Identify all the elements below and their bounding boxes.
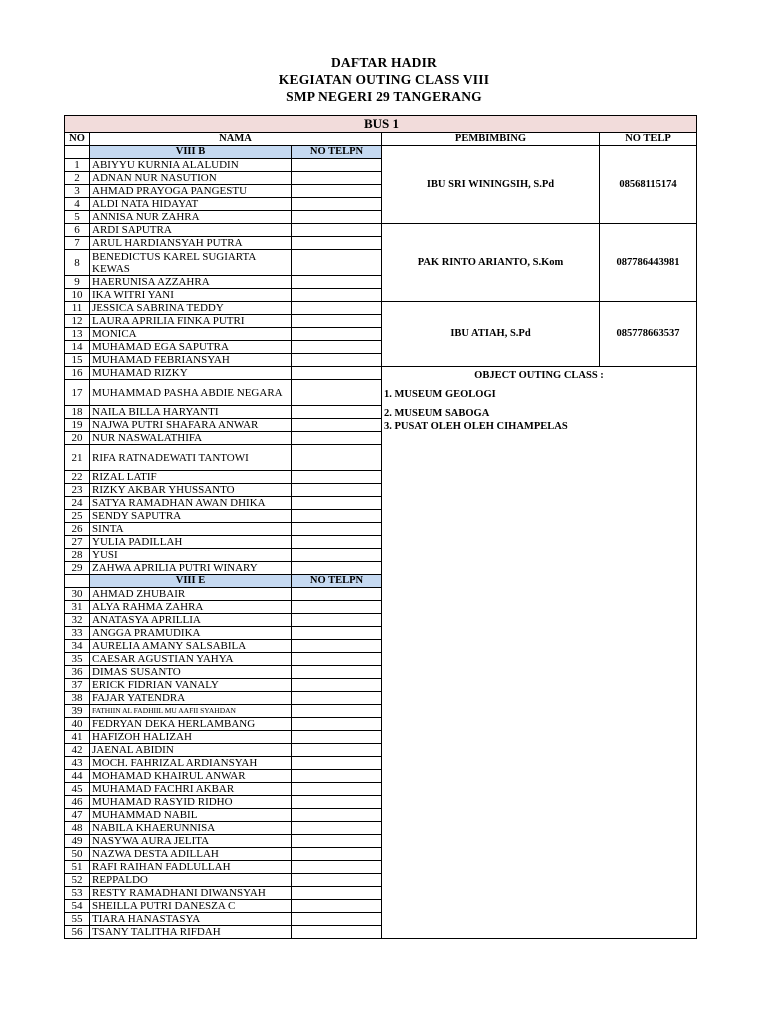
student-name: NABILA KHAERUNNISA bbox=[90, 822, 292, 835]
student-phone-field[interactable] bbox=[292, 471, 382, 484]
student-name: RAFI RAIHAN FADLULLAH bbox=[90, 861, 292, 874]
student-phone-field[interactable] bbox=[292, 744, 382, 757]
supervisor-name: IBU SRI WININGSIH, S.Pd bbox=[382, 146, 600, 224]
object-item: 3. PUSAT OLEH OLEH CIHAMPELAS bbox=[384, 421, 568, 432]
student-name: ANNISA NUR ZAHRA bbox=[90, 211, 292, 224]
student-no: 28 bbox=[65, 549, 90, 562]
student-phone-field[interactable] bbox=[292, 666, 382, 679]
student-name: TIARA HANASTASYA bbox=[90, 913, 292, 926]
student-no: 48 bbox=[65, 822, 90, 835]
student-name: JAENAL ABIDIN bbox=[90, 744, 292, 757]
student-phone-field[interactable] bbox=[292, 432, 382, 445]
student-phone-field[interactable] bbox=[292, 653, 382, 666]
student-no: 19 bbox=[65, 419, 90, 432]
student-no: 14 bbox=[65, 341, 90, 354]
student-no: 38 bbox=[65, 692, 90, 705]
student-phone-field[interactable] bbox=[292, 159, 382, 172]
student-name: RIZKY AKBAR YHUSSANTO bbox=[90, 484, 292, 497]
student-phone-field[interactable] bbox=[292, 549, 382, 562]
student-name: MUHAMAD EGA SAPUTRA bbox=[90, 341, 292, 354]
student-name: DIMAS SUSANTO bbox=[90, 666, 292, 679]
student-phone-field[interactable] bbox=[292, 913, 382, 926]
bus-row bbox=[65, 116, 697, 133]
student-no: 12 bbox=[65, 315, 90, 328]
student-no: 17 bbox=[65, 380, 90, 406]
student-name: CAESAR AGUSTIAN YAHYA bbox=[90, 653, 292, 666]
student-no: 13 bbox=[65, 328, 90, 341]
student-phone-field[interactable] bbox=[292, 198, 382, 211]
student-phone-field[interactable] bbox=[292, 796, 382, 809]
student-name: ANGGA PRAMUDIKA bbox=[90, 627, 292, 640]
student-name: HAERUNISA AZZAHRA bbox=[90, 276, 292, 289]
student-phone-field[interactable] bbox=[292, 874, 382, 887]
student-no: 51 bbox=[65, 861, 90, 874]
student-no: 55 bbox=[65, 913, 90, 926]
student-no: 35 bbox=[65, 653, 90, 666]
student-phone-field[interactable] bbox=[292, 627, 382, 640]
student-name: MUHAMMAD PASHA ABDIE NEGARA bbox=[90, 380, 292, 406]
student-phone-field[interactable] bbox=[292, 770, 382, 783]
student-no: 10 bbox=[65, 289, 90, 302]
student-name: ALDI NATA HIDAYAT bbox=[90, 198, 292, 211]
student-no: 18 bbox=[65, 406, 90, 419]
student-phone-field[interactable] bbox=[292, 640, 382, 653]
student-phone-field[interactable] bbox=[292, 406, 382, 419]
student-name: MOCH. FAHRIZAL ARDIANSYAH bbox=[90, 757, 292, 770]
student-no: 27 bbox=[65, 536, 90, 549]
student-no: 25 bbox=[65, 510, 90, 523]
student-no: 32 bbox=[65, 614, 90, 627]
class-no-cell bbox=[65, 146, 90, 159]
student-no: 36 bbox=[65, 666, 90, 679]
student-no: 44 bbox=[65, 770, 90, 783]
student-name: REPPALDO bbox=[90, 874, 292, 887]
student-name: JESSICA SABRINA TEDDY bbox=[90, 302, 292, 315]
attendance-table bbox=[64, 115, 697, 939]
student-name: ALYA RAHMA ZAHRA bbox=[90, 601, 292, 614]
student-no: 33 bbox=[65, 627, 90, 640]
student-phone-field[interactable] bbox=[292, 900, 382, 913]
student-name: FATHIIN AL FADHIIL MU AAFII SYAHDAN bbox=[90, 705, 292, 718]
supervisor-phone: 08568115174 bbox=[600, 146, 697, 224]
student-name: RIZAL LATIF bbox=[90, 471, 292, 484]
student-phone-field[interactable] bbox=[292, 497, 382, 510]
supervisor-phone: 085778663537 bbox=[600, 302, 697, 367]
student-phone-field[interactable] bbox=[292, 510, 382, 523]
student-phone-field[interactable] bbox=[292, 419, 382, 432]
student-phone-field[interactable] bbox=[292, 289, 382, 302]
document-title bbox=[0, 54, 768, 105]
student-phone-field[interactable] bbox=[292, 848, 382, 861]
student-no: 50 bbox=[65, 848, 90, 861]
student-no: 45 bbox=[65, 783, 90, 796]
student-name: NAILA BILLA HARYANTI bbox=[90, 406, 292, 419]
student-no: 56 bbox=[65, 926, 90, 939]
class-telp-header: NO TELPN bbox=[292, 146, 382, 159]
student-name: ZAHWA APRILIA PUTRI WINARY bbox=[90, 562, 292, 575]
student-name: AHMAD PRAYOGA PANGESTU bbox=[90, 185, 292, 198]
student-name: ARDI SAPUTRA bbox=[90, 224, 292, 237]
student-name: NUR NASWALATHIFA bbox=[90, 432, 292, 445]
student-name: YUSI bbox=[90, 549, 292, 562]
student-phone-field[interactable] bbox=[292, 367, 382, 380]
student-phone-field[interactable] bbox=[292, 237, 382, 250]
student-phone-field[interactable] bbox=[292, 731, 382, 744]
student-phone-field[interactable] bbox=[292, 562, 382, 575]
header-nama: NAMA bbox=[90, 133, 382, 146]
student-name: MUHAMAD FACHRI AKBAR bbox=[90, 783, 292, 796]
student-no: 47 bbox=[65, 809, 90, 822]
student-phone-field[interactable] bbox=[292, 718, 382, 731]
student-no: 41 bbox=[65, 731, 90, 744]
student-no: 42 bbox=[65, 744, 90, 757]
student-name: MUHAMAD RIZKY bbox=[90, 367, 292, 380]
object-item: 1. MUSEUM GEOLOGI bbox=[384, 389, 496, 400]
student-name: RIFA RATNADEWATI TANTOWI bbox=[90, 445, 292, 471]
student-phone-field[interactable] bbox=[292, 211, 382, 224]
student-name: AURELIA AMANY SALSABILA bbox=[90, 640, 292, 653]
class-name-viii-b: VIII B bbox=[90, 146, 292, 159]
student-name: ARUL HARDIANSYAH PUTRA bbox=[90, 237, 292, 250]
student-phone-field[interactable] bbox=[292, 861, 382, 874]
student-no: 3 bbox=[65, 185, 90, 198]
student-name: FAJAR YATENDRA bbox=[90, 692, 292, 705]
student-phone-field[interactable] bbox=[292, 757, 382, 770]
student-phone-field[interactable] bbox=[292, 250, 382, 276]
student-no: 29 bbox=[65, 562, 90, 575]
student-phone-field[interactable] bbox=[292, 172, 382, 185]
student-no: 26 bbox=[65, 523, 90, 536]
title-line-2: KEGIATAN OUTING CLASS VIII bbox=[278, 72, 490, 87]
object-outing-block bbox=[382, 367, 697, 939]
student-phone-field[interactable] bbox=[292, 302, 382, 315]
title-line-1: DAFTAR HADIR bbox=[330, 55, 438, 70]
student-name: ANATASYA APRILLIA bbox=[90, 614, 292, 627]
student-no: 5 bbox=[65, 211, 90, 224]
student-no: 37 bbox=[65, 679, 90, 692]
student-phone-field[interactable] bbox=[292, 354, 382, 367]
header-no: NO bbox=[65, 133, 90, 146]
student-no: 30 bbox=[65, 588, 90, 601]
student-phone-field[interactable] bbox=[292, 601, 382, 614]
student-no: 2 bbox=[65, 172, 90, 185]
student-no: 39 bbox=[65, 705, 90, 718]
student-no: 34 bbox=[65, 640, 90, 653]
student-name: ERICK FIDRIAN VANALY bbox=[90, 679, 292, 692]
student-name: YULIA PADILLAH bbox=[90, 536, 292, 549]
student-no: 43 bbox=[65, 757, 90, 770]
student-no: 46 bbox=[65, 796, 90, 809]
student-no: 15 bbox=[65, 354, 90, 367]
student-phone-field[interactable] bbox=[292, 328, 382, 341]
student-no: 54 bbox=[65, 900, 90, 913]
student-name: MONICA bbox=[90, 328, 292, 341]
student-name: HAFIZOH HALIZAH bbox=[90, 731, 292, 744]
student-no: 8 bbox=[65, 250, 90, 276]
student-no: 22 bbox=[65, 471, 90, 484]
student-no: 9 bbox=[65, 276, 90, 289]
student-phone-field[interactable] bbox=[292, 887, 382, 900]
student-no: 16 bbox=[65, 367, 90, 380]
student-name: SHEILLA PUTRI DANESZA C bbox=[90, 900, 292, 913]
header-no-telp: NO TELP bbox=[600, 133, 697, 146]
student-name: IKA WITRI YANI bbox=[90, 289, 292, 302]
student-no: 40 bbox=[65, 718, 90, 731]
student-name: MUHAMAD RASYID RIDHO bbox=[90, 796, 292, 809]
student-name: LAURA APRILIA FINKA PUTRI bbox=[90, 315, 292, 328]
student-phone-field[interactable] bbox=[292, 809, 382, 822]
header-pembimbing: PEMBIMBING bbox=[382, 133, 600, 146]
student-no: 21 bbox=[65, 445, 90, 471]
header-row bbox=[65, 133, 697, 146]
supervisor-phone: 087786443981 bbox=[600, 224, 697, 302]
student-name: SATYA RAMADHAN AWAN DHIKA bbox=[90, 497, 292, 510]
student-phone-field[interactable] bbox=[292, 614, 382, 627]
supervisor-name: IBU ATIAH, S.Pd bbox=[382, 302, 600, 367]
student-phone-field[interactable] bbox=[292, 315, 382, 328]
class-header-row-viii-b bbox=[65, 146, 697, 159]
student-no: 31 bbox=[65, 601, 90, 614]
student-no: 7 bbox=[65, 237, 90, 250]
student-phone-field[interactable] bbox=[292, 276, 382, 289]
student-no: 20 bbox=[65, 432, 90, 445]
student-name: NAJWA PUTRI SHAFARA ANWAR bbox=[90, 419, 292, 432]
student-name: AHMAD ZHUBAIR bbox=[90, 588, 292, 601]
object-title: OBJECT OUTING CLASS : bbox=[474, 370, 604, 381]
class-no-cell bbox=[65, 575, 90, 588]
student-phone-field[interactable] bbox=[292, 783, 382, 796]
student-phone-field[interactable] bbox=[292, 445, 382, 471]
student-phone-field[interactable] bbox=[292, 341, 382, 354]
student-name: MUHAMAD FEBRIANSYAH bbox=[90, 354, 292, 367]
student-phone-field[interactable] bbox=[292, 926, 382, 939]
student-name: SINTA bbox=[90, 523, 292, 536]
student-phone-field[interactable] bbox=[292, 185, 382, 198]
student-phone-field[interactable] bbox=[292, 692, 382, 705]
class-telp-header: NO TELPN bbox=[292, 575, 382, 588]
student-phone-field[interactable] bbox=[292, 705, 382, 718]
student-name: MOHAMAD KHAIRUL ANWAR bbox=[90, 770, 292, 783]
student-phone-field[interactable] bbox=[292, 588, 382, 601]
student-name: TSANY TALITHA RIFDAH bbox=[90, 926, 292, 939]
bus-label: BUS 1 bbox=[65, 116, 697, 133]
object-item: 2. MUSEUM SABOGA bbox=[384, 408, 490, 419]
student-no: 1 bbox=[65, 159, 90, 172]
student-no: 52 bbox=[65, 874, 90, 887]
student-row bbox=[65, 224, 697, 237]
student-name: NAZWA DESTA ADILLAH bbox=[90, 848, 292, 861]
student-phone-field[interactable] bbox=[292, 679, 382, 692]
student-phone-field[interactable] bbox=[292, 822, 382, 835]
student-row bbox=[65, 302, 697, 315]
student-phone-field[interactable] bbox=[292, 224, 382, 237]
student-name: ADNAN NUR NASUTION bbox=[90, 172, 292, 185]
student-no: 11 bbox=[65, 302, 90, 315]
class-name-viii-e: VIII E bbox=[90, 575, 292, 588]
student-name: SENDY SAPUTRA bbox=[90, 510, 292, 523]
student-name: MUHAMMAD NABIL bbox=[90, 809, 292, 822]
supervisor-name: PAK RINTO ARIANTO, S.Kom bbox=[382, 224, 600, 302]
student-no: 24 bbox=[65, 497, 90, 510]
student-no: 23 bbox=[65, 484, 90, 497]
student-phone-field[interactable] bbox=[292, 536, 382, 549]
student-phone-field[interactable] bbox=[292, 835, 382, 848]
student-name: ABIYYU KURNIA ALALUDIN bbox=[90, 159, 292, 172]
title-line-3: SMP NEGERI 29 TANGERANG bbox=[286, 89, 482, 104]
student-no: 49 bbox=[65, 835, 90, 848]
student-no: 6 bbox=[65, 224, 90, 237]
student-no: 4 bbox=[65, 198, 90, 211]
student-phone-field[interactable] bbox=[292, 523, 382, 536]
student-name: BENEDICTUS KAREL SUGIARTA KEWAS bbox=[90, 250, 292, 276]
student-row bbox=[65, 367, 697, 380]
student-name: FEDRYAN DEKA HERLAMBANG bbox=[90, 718, 292, 731]
student-no: 53 bbox=[65, 887, 90, 900]
student-phone-field[interactable] bbox=[292, 484, 382, 497]
student-name: RESTY RAMADHANI DIWANSYAH bbox=[90, 887, 292, 900]
student-name: NASYWA AURA JELITA bbox=[90, 835, 292, 848]
student-phone-field[interactable] bbox=[292, 380, 382, 406]
